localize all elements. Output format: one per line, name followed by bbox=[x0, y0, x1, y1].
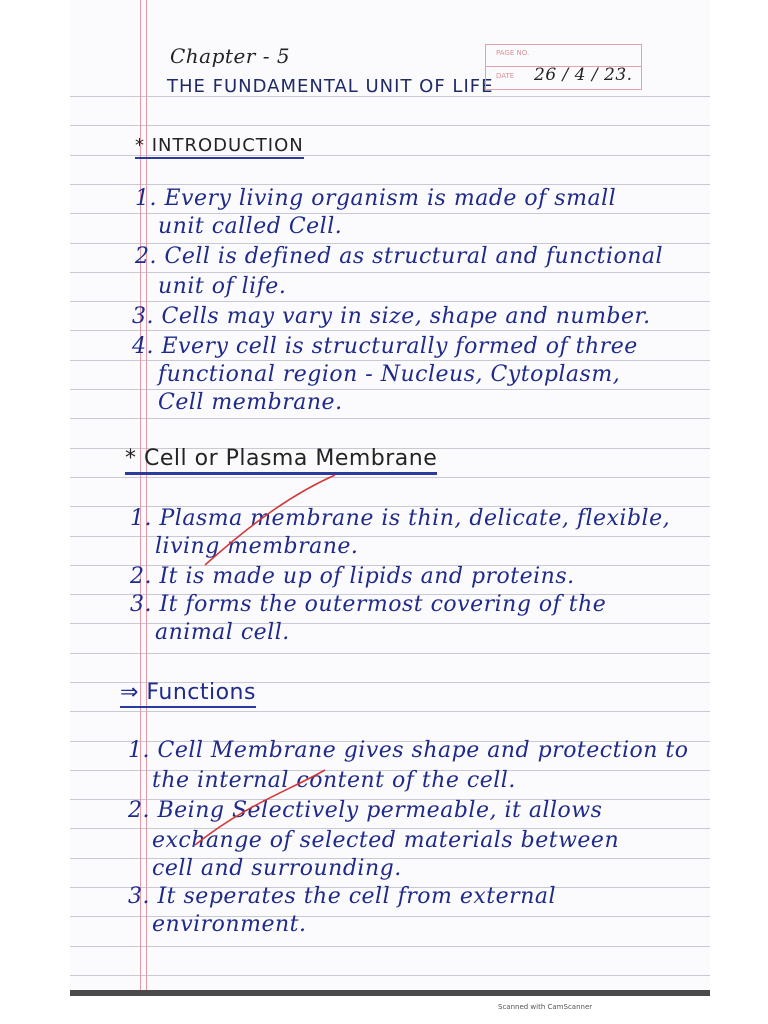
functions-line-3: 2. Being Selectively permeable, it allows bbox=[128, 798, 603, 823]
functions-line-4: exchange of selected materials between bbox=[152, 828, 620, 853]
intro-line-8: Cell membrane. bbox=[158, 390, 343, 415]
functions-line-1: 1. Cell Membrane gives shape and protection to bbox=[128, 738, 689, 763]
intro-line-2: unit called Cell. bbox=[158, 214, 343, 239]
functions-heading: ⇒ Functions bbox=[120, 680, 256, 705]
intro-line-6: 4. Every cell is structurally formed of three bbox=[132, 334, 638, 359]
membrane-line-5: animal cell. bbox=[155, 620, 290, 645]
intro-line-4: unit of life. bbox=[158, 274, 287, 299]
introduction-heading: * INTRODUCTION bbox=[135, 135, 304, 156]
scanner-watermark: Scanned with CamScanner bbox=[498, 1003, 593, 1011]
chapter-title: THE FUNDAMENTAL UNIT OF LIFE bbox=[167, 76, 494, 97]
functions-line-7: environment. bbox=[152, 912, 307, 937]
membrane-line-3: 2. It is made up of lipids and proteins. bbox=[130, 564, 575, 589]
functions-line-5: cell and surrounding. bbox=[152, 856, 402, 881]
functions-line-2: the internal content of the cell. bbox=[152, 768, 516, 793]
membrane-heading: * Cell or Plasma Membrane bbox=[125, 446, 437, 471]
intro-line-1: 1. Every living organism is made of small bbox=[135, 186, 617, 211]
membrane-line-1: 1. Plasma membrane is thin, delicate, flexible, bbox=[130, 506, 671, 531]
red-check-stroke-1 bbox=[205, 475, 335, 565]
chapter-label: Chapter - 5 bbox=[170, 44, 291, 68]
functions-line-6: 3. It seperates the cell from external bbox=[128, 884, 557, 909]
membrane-line-4: 3. It forms the outermost covering of the bbox=[130, 592, 607, 617]
membrane-line-2: living membrane. bbox=[155, 534, 359, 559]
intro-line-3: 2. Cell is defined as structural and functional bbox=[135, 244, 664, 269]
intro-line-5: 3. Cells may vary in size, shape and number. bbox=[132, 304, 651, 329]
intro-line-7: functional region - Nucleus, Cytoplasm, bbox=[158, 362, 621, 387]
date-label: DATE bbox=[496, 72, 515, 80]
red-check-stroke-2 bbox=[195, 770, 325, 845]
date-value: 26 / 4 / 23. bbox=[534, 65, 633, 85]
page-no-label: PAGE NO. bbox=[496, 49, 530, 57]
